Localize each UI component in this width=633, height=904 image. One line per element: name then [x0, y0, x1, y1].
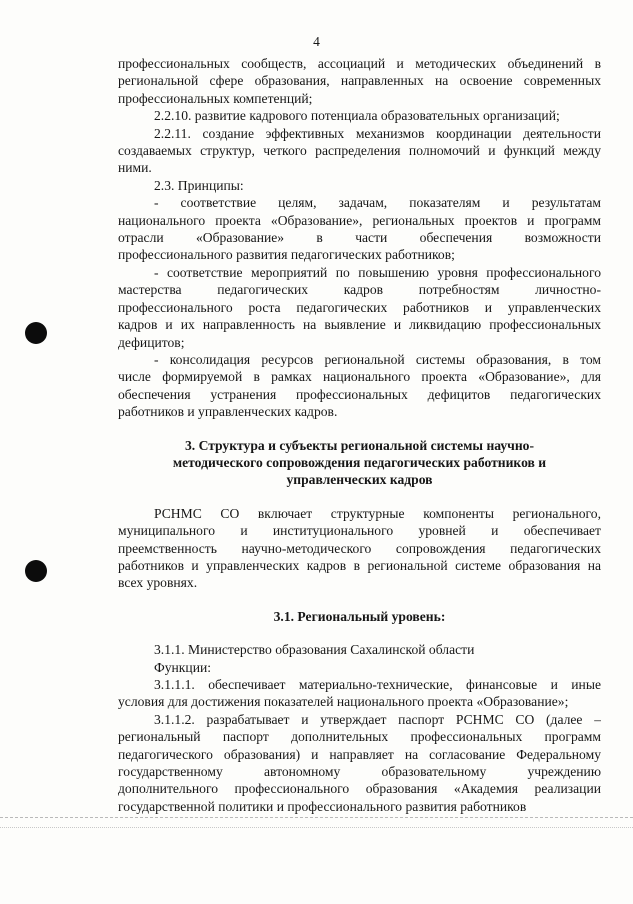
- text-line: 2.3. Принципы:: [154, 177, 244, 193]
- text-line: преемственность научно-методического сопровождения педагогических: [118, 540, 601, 556]
- paragraph: [118, 55, 601, 107]
- heading-line: 3. Структура и субъекты региональной системы научно-: [184, 437, 535, 453]
- punch-hole: [25, 560, 47, 582]
- text-line: дефицитов;: [118, 334, 185, 350]
- text-line: 2.2.11. создание эффективных механизмов координации деятельности: [154, 125, 601, 141]
- text-line: 2.2.10. развитие кадрового потенциала образовательных организаций;: [154, 108, 560, 124]
- text-line: педагогического образования) и направляет на согласование Федеральному: [118, 746, 601, 762]
- block-gap: [118, 421, 601, 437]
- paragraph: [118, 194, 601, 264]
- paragraph: [118, 676, 601, 711]
- text-line: ними.: [118, 160, 152, 176]
- text-line: условия для достижения показателей национального проекта «Образование»;: [118, 694, 569, 710]
- page-number: 4: [313, 34, 320, 49]
- punch-hole: [25, 322, 47, 344]
- text-line: - соответствие целям, задачам, показателям и результатам: [154, 195, 601, 211]
- text-line: профессиональных сообществ, ассоциаций и методических объединений в: [118, 56, 601, 71]
- text-line: числе формируемой в рамках национального проекта «Образование», для: [118, 369, 601, 385]
- scan-line: [0, 827, 633, 828]
- text-line: мастерства педагогических кадров потребностям личностно-: [118, 282, 601, 298]
- text-line: всех уровнях.: [118, 575, 198, 591]
- text-line: Функции:: [154, 659, 212, 675]
- text-line: отрасли «Образование» в части обеспечения возможности: [118, 230, 601, 246]
- text-line: создаваемых структур, четкого распределения полномочий и функций между: [118, 143, 601, 159]
- heading-line: методического сопровождения педагогических работников и: [172, 454, 547, 470]
- text-line: профессионального роста педагогических работников и управленческих: [118, 299, 601, 315]
- text-line: 3.1.1. Министерство образования Сахалинской области: [154, 642, 475, 658]
- text-line: РСНМС СО включает структурные компоненты регионального,: [154, 505, 601, 521]
- paragraph: [118, 107, 601, 124]
- heading-line: управленческих кадров: [286, 472, 433, 488]
- block-gap: [118, 489, 601, 505]
- text-line: 3.1.1.2. разрабатывает и утверждает паспорт РСНМС СО (далее –: [154, 711, 601, 727]
- text-line: - соответствие мероприятий по повышению уровня профессионального: [154, 264, 601, 280]
- heading-line: 3.1. Региональный уровень:: [273, 608, 446, 624]
- block-gap: [118, 592, 601, 608]
- text-line: обеспечения устранения профессиональных дефицитов педагогических: [118, 386, 601, 402]
- text-line: - консолидация ресурсов региональной системы образования, в том: [154, 351, 601, 367]
- paragraph: [118, 505, 601, 592]
- document-body: [118, 55, 601, 815]
- text-line: национального проекта «Образование», региональных проектов и программ: [118, 212, 601, 228]
- paragraph: [118, 264, 601, 351]
- text-line: муниципального и институционального уровней и обеспечивает: [118, 523, 601, 539]
- paragraph: [118, 351, 601, 421]
- text-line: работников и управленческих кадров.: [118, 404, 338, 420]
- paragraph: [118, 711, 601, 815]
- text-line: профессиональных компетенций;: [118, 90, 313, 106]
- scan-line: [0, 817, 633, 818]
- text-line: работников и управленческих кадров в региональной системе образования на: [118, 557, 601, 573]
- section-heading: [118, 608, 601, 625]
- paragraph: [118, 177, 601, 194]
- paragraph: [118, 659, 601, 676]
- text-line: государственной политики и профессионального развития работников: [118, 798, 527, 814]
- text-line: региональной сфере образования, направленных на освоение современных: [118, 73, 601, 89]
- text-line: государственному автономному образовательному учреждению: [118, 764, 601, 780]
- text-line: кадров и их направленность на выявление и ликвидацию профессиональных: [118, 317, 601, 333]
- section-heading: [118, 437, 601, 489]
- paragraph: [118, 125, 601, 177]
- text-line: дополнительного профессионального образования «Академия реализации: [118, 781, 601, 797]
- block-gap: [118, 625, 601, 641]
- text-line: 3.1.1.1. обеспечивает материально-технические, финансовые и иные: [154, 677, 601, 692]
- paragraph: [118, 641, 601, 658]
- text-line: региональный паспорт дополнительных профессиональных программ: [118, 729, 601, 745]
- text-line: профессионального развития педагогических работников;: [118, 247, 455, 263]
